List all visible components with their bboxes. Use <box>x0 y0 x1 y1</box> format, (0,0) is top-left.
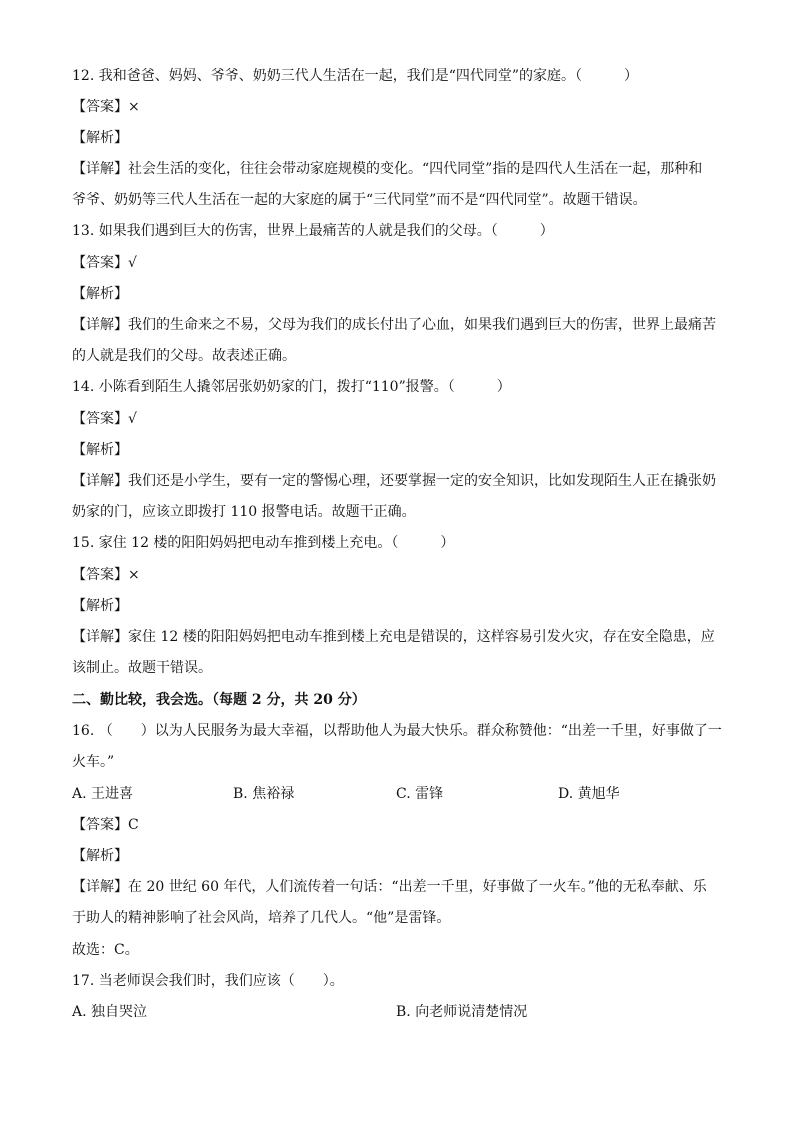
question-16-line-1: 16. （ ）以为人民服务为最大幸福，以帮助他人为最大快乐。群众称赞他：“出差一千里，好事做了一 <box>72 723 722 739</box>
detail-16-line-1: 【详解】在 20 世纪 60 年代，人们流传着一句话：“出差一千里，好事做了一火车。”他的无私奉献、乐 <box>72 879 707 895</box>
question-16-line-2: 火车。” <box>72 754 115 770</box>
answer-14: 【答案】√ <box>72 411 137 427</box>
detail-13-line-1: 【详解】我们的生命来之不易，父母为我们的成长付出了心血，如果我们遇到巨大的伤害，世界上最痛苦 <box>72 317 716 333</box>
question-15: 15. 家住 12 楼的阳阳妈妈把电动车推到楼上充电。（ ） <box>72 535 455 551</box>
question-13: 13. 如果我们遇到巨大的伤害，世界上最痛苦的人就是我们的父母。（ ） <box>72 223 554 239</box>
detail-14-line-1: 【详解】我们还是小学生，要有一定的警惕心理，还要掌握一定的安全知识，比如发现陌生人正在撬张奶 <box>72 473 716 489</box>
analysis-label-13: 【解析】 <box>72 286 128 302</box>
question-17: 17. 当老师误会我们时，我们应该（ ）。 <box>72 973 344 989</box>
option-16-b: B. 焦裕禄 <box>233 786 295 802</box>
detail-13-line-2: 的人就是我们的父母。故表述正确。 <box>72 348 296 364</box>
option-17-a: A. 独自哭泣 <box>72 1004 148 1020</box>
answer-13: 【答案】√ <box>72 255 137 271</box>
detail-14-line-2: 奶家的门，应该立即拨打 110 报警电话。故题干正确。 <box>72 504 416 520</box>
answer-12: 【答案】× <box>72 99 140 115</box>
analysis-label-14: 【解析】 <box>72 442 128 458</box>
option-16-a: A. 王进喜 <box>72 786 134 802</box>
detail-16-line-2: 于助人的精神影响了社会风尚，培养了几代人。“他”是雷锋。 <box>72 910 451 926</box>
answer-15: 【答案】× <box>72 567 140 583</box>
option-16-c: C. 雷锋 <box>396 786 444 802</box>
question-12: 12. 我和爸爸、妈妈、爷爷、奶奶三代人生活在一起，我们是“四代同堂”的家庭。（ ） <box>72 68 639 84</box>
detail-15-line-2: 该制止。故题干错误。 <box>72 660 212 676</box>
analysis-label-16: 【解析】 <box>72 848 128 864</box>
detail-12-line-1: 【详解】社会生活的变化，往往会带动家庭规模的变化。“四代同堂”指的是四代人生活在一起，那种和 <box>72 161 703 177</box>
section-2-heading: 二、勤比较，我会选。（每题 2 分，共 20 分） <box>72 692 366 708</box>
option-16-d: D. 黄旭华 <box>558 786 620 802</box>
option-17-b: B. 向老师说清楚情况 <box>396 1004 528 1020</box>
conclusion-16: 故选：C。 <box>72 942 139 958</box>
detail-15-line-1: 【详解】家住 12 楼的阳阳妈妈把电动车推到楼上充电是错误的，这样容易引发火灾，存在安全隐患，应 <box>72 629 715 645</box>
detail-12-line-2: 爷爷、奶奶等三代人生活在一起的大家庭的属于“三代同堂”而不是“四代同堂”。故题干错误。 <box>72 192 647 208</box>
analysis-label-15: 【解析】 <box>72 598 128 614</box>
answer-16: 【答案】C <box>72 817 139 833</box>
analysis-label-12: 【解析】 <box>72 130 128 146</box>
question-14: 14. 小陈看到陌生人撬邻居张奶奶家的门，拨打“110”报警。（ ） <box>72 379 511 395</box>
